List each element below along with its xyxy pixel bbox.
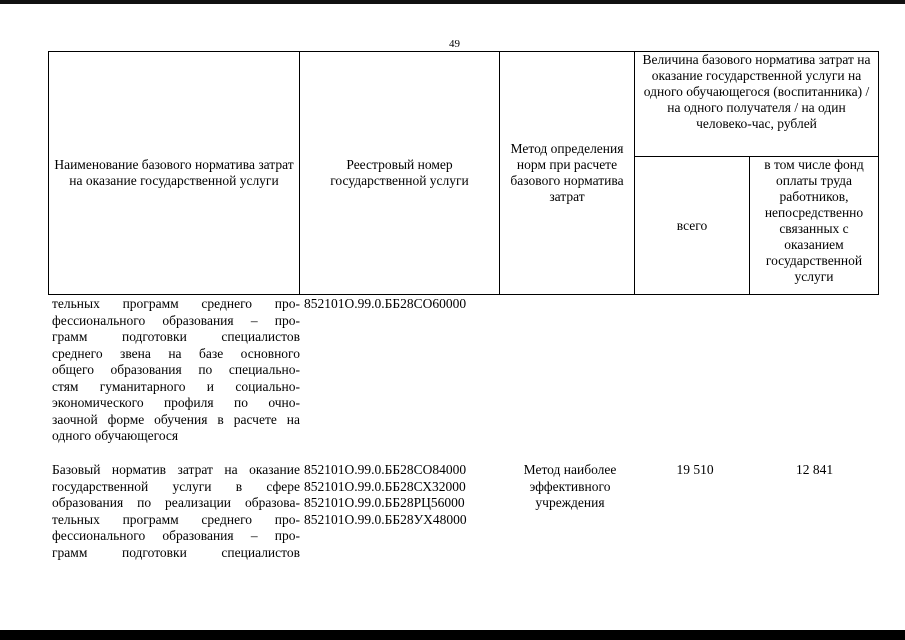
row2-name-line: фессионального образования – про- (52, 528, 300, 543)
row1-name-line: общего образования по специально- (52, 362, 300, 377)
row2-name-line: тельных программ среднего про- (52, 511, 300, 527)
registry-code: 852101О.99.0.ББ28СО60000 (304, 296, 467, 311)
scan-edge-top (0, 0, 905, 4)
row1-name-line: среднего звена на базе основного (52, 345, 300, 361)
row1-name-line: экономического профиля по очно- (52, 395, 300, 410)
header-col-incl: в том числе фонд оплаты труда работников, непосредственно связанных с оказанием государственной услуги (750, 157, 879, 295)
row1-codes (304, 296, 504, 313)
registry-code: 852101О.99.0.ББ28УХ48000 (304, 511, 467, 527)
row2-codes (304, 462, 504, 528)
scan-edge-bottom (0, 630, 905, 640)
header-col-value: Величина базового норматива затрат на оказание государственной услуги на одного обучающегося (воспитанника) / на одного получателя / на один человеко-час, рублей (635, 52, 879, 157)
registry-code: 852101О.99.0.ББ28РЦ56000 (304, 495, 465, 510)
row1-name-line: грамм подготовки специалистов (52, 329, 300, 344)
row2-name (52, 462, 300, 561)
row2-total: 19 510 (676, 462, 714, 477)
header-col-name: Наименование базового норматива затрат на оказание государственной услуги (49, 52, 300, 295)
row1-name-line: фессионального образования – про- (52, 312, 300, 328)
header-col-method: Метод определения норм при расчете базового норматива затрат (500, 52, 635, 295)
row2-name-line: грамм подготовки специалистов (52, 544, 300, 560)
header-col-total: всего (635, 157, 750, 295)
row1-name-line: заочной форме обучения в расчете на (52, 411, 300, 427)
row2-method: Метод наиболее эффективного учреждения (523, 462, 617, 510)
registry-code: 852101О.99.0.ББ28СО84000 (304, 462, 467, 477)
registry-code: 852101О.99.0.ББ28СХ32000 (304, 478, 466, 494)
header-table (48, 51, 879, 295)
header-col-registry: Реестровый номер государственной услуги (300, 52, 500, 295)
page-number: 49 (449, 38, 460, 50)
row2-name-line: государственной услуги в сфере (52, 478, 300, 494)
row1-name-line: стям гуманитарного и социально- (52, 378, 300, 394)
row1-name-line: тельных программ среднего про- (52, 296, 300, 311)
row2-incl: 12 841 (795, 462, 834, 477)
row2-name-line: образования по реализации образова- (52, 495, 300, 510)
row2-name-line: Базовый норматив затрат на оказание (52, 462, 300, 477)
row1-name-line: одного обучающегося (52, 428, 179, 443)
row1-name (52, 296, 300, 445)
